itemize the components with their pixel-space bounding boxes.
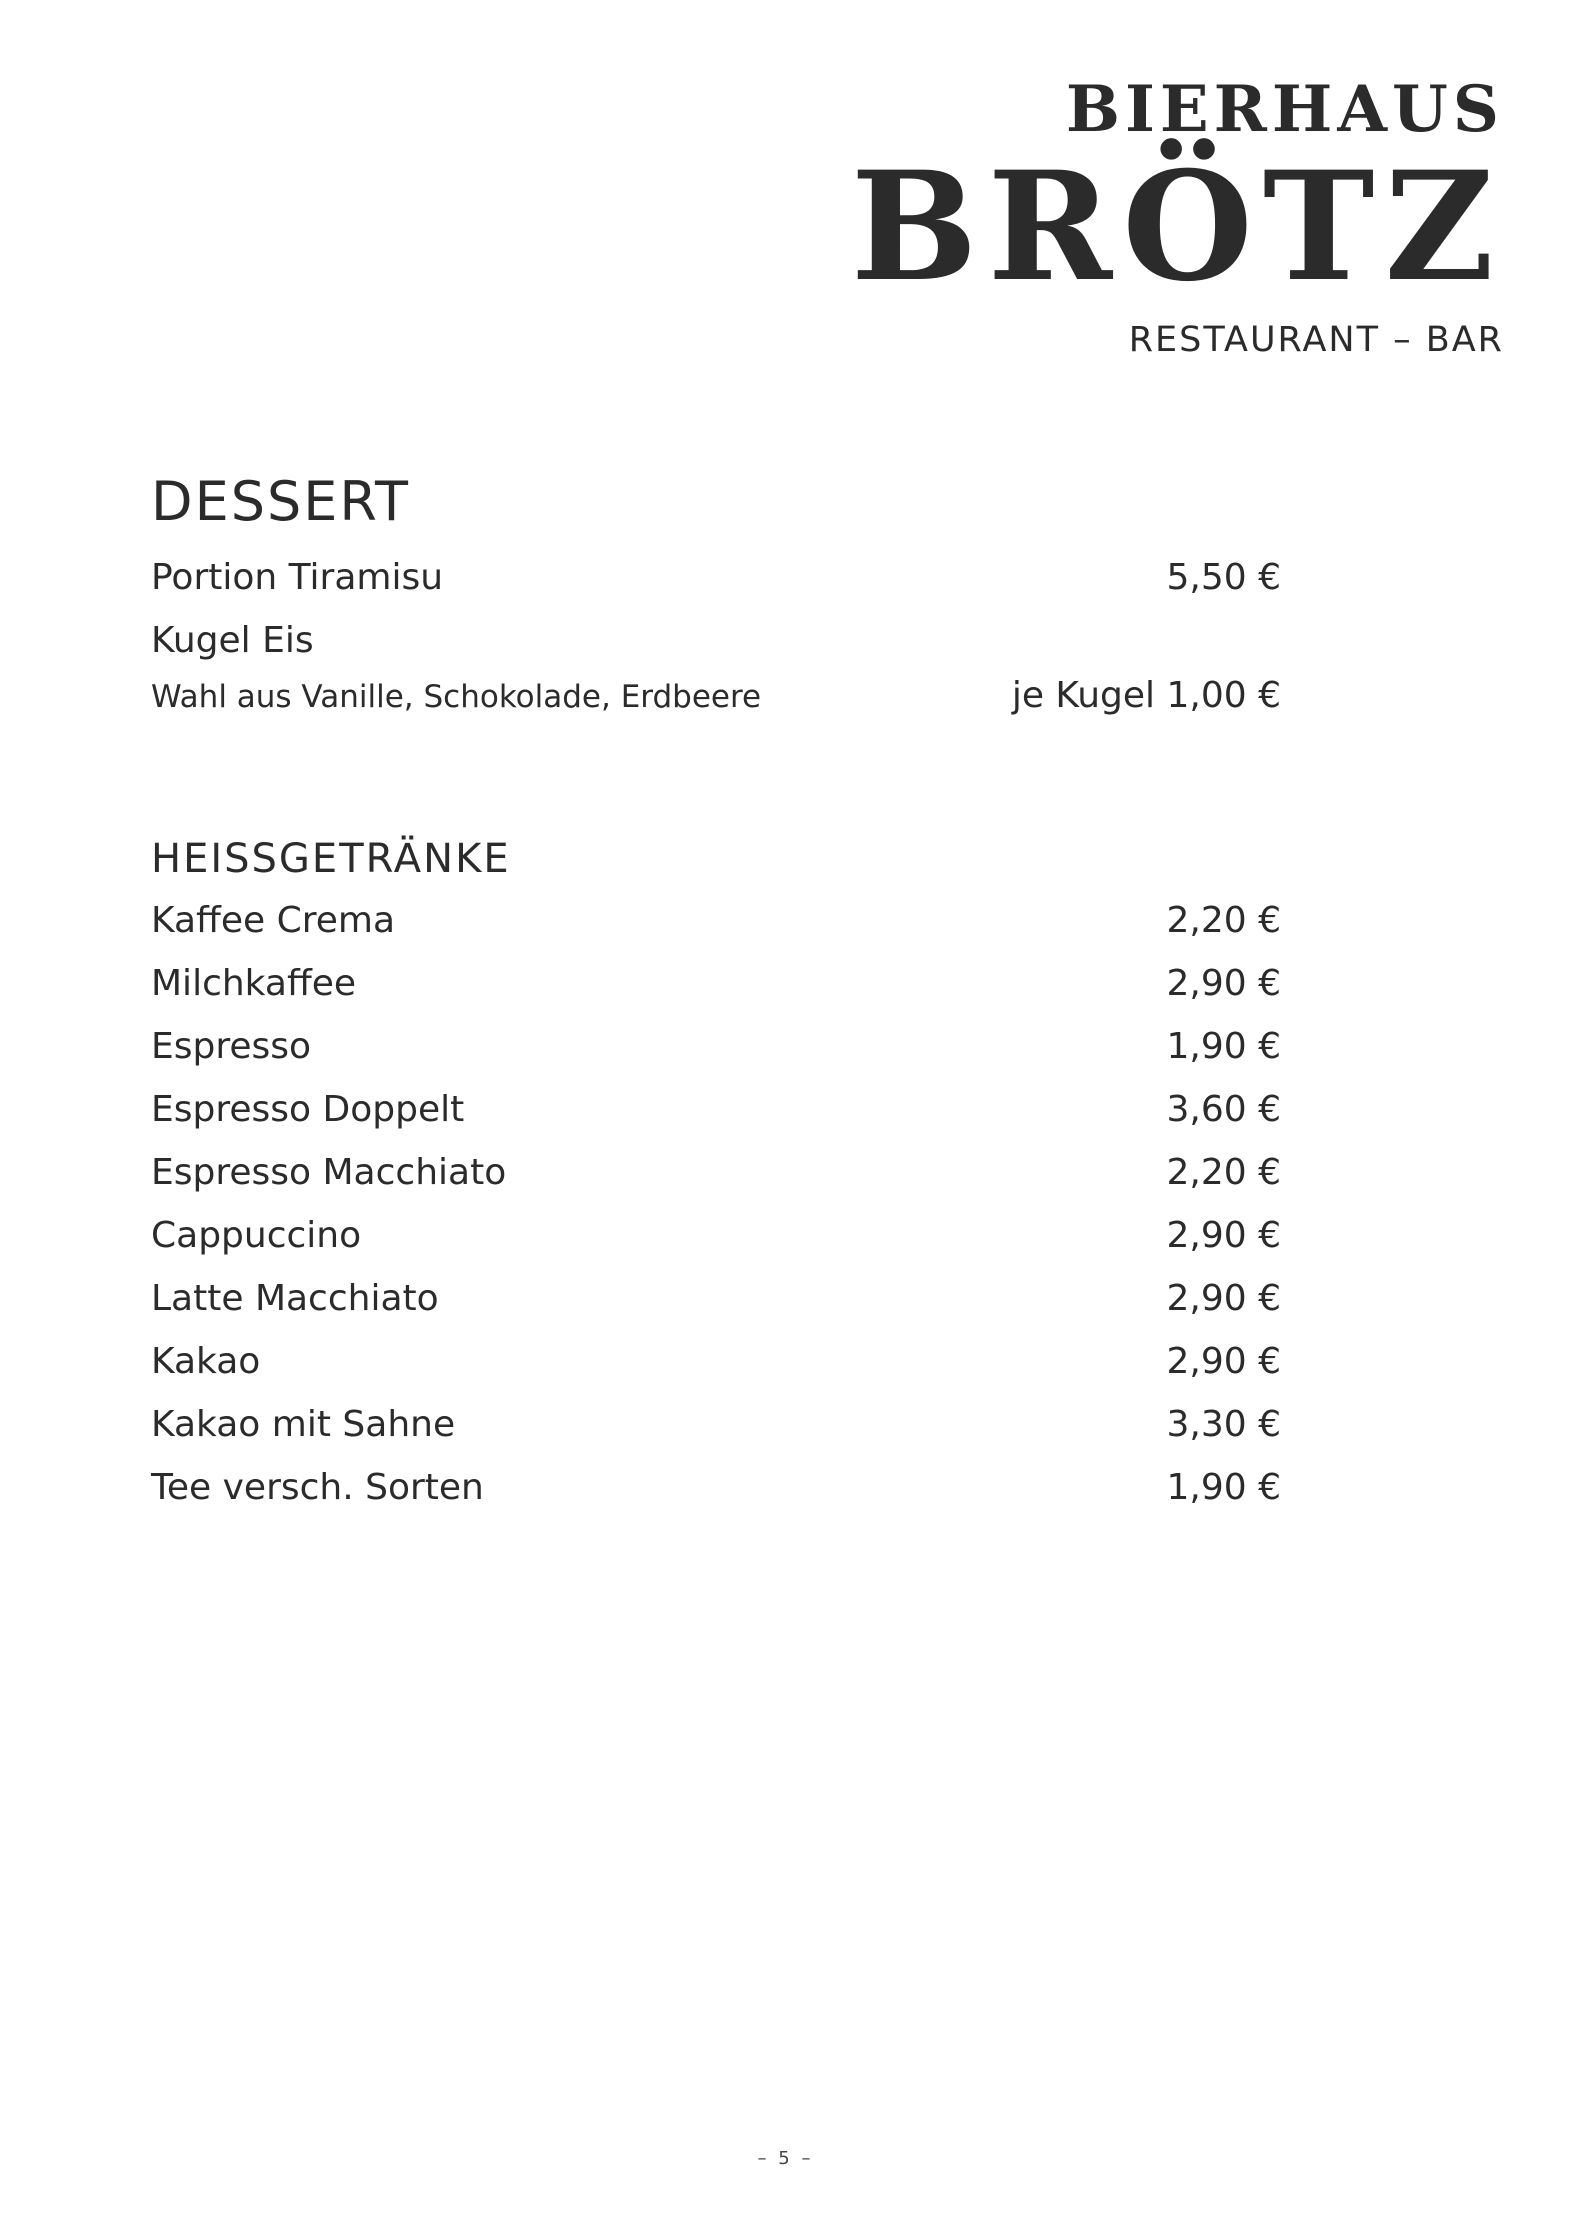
menu-item	[151, 1267, 1281, 1330]
menu-item	[151, 1330, 1281, 1393]
item-price: 2,20 €	[1166, 900, 1281, 941]
item-price: 2,90 €	[1166, 1341, 1281, 1382]
dessert-title: DESSERT	[151, 470, 410, 533]
item-price: 2,90 €	[1166, 1215, 1281, 1256]
item-price: 3,60 €	[1166, 1089, 1281, 1130]
menu-item	[151, 546, 1281, 609]
item-name: Espresso Macchiato	[151, 1152, 507, 1193]
item-price: 1,90 €	[1166, 1026, 1281, 1067]
item-name: Kakao	[151, 1341, 261, 1382]
menu-item	[151, 952, 1281, 1015]
page-number: – 5 –	[757, 2148, 814, 2169]
logo-top-line: BIERHAUS	[1065, 72, 1504, 147]
item-name: Cappuccino	[151, 1215, 362, 1256]
item-name: Portion Tiramisu	[151, 557, 444, 598]
item-name: Latte Macchiato	[151, 1278, 439, 1319]
restaurant-logo	[850, 72, 1504, 360]
item-price: 1,90 €	[1166, 1467, 1281, 1508]
item-price: je Kugel 1,00 €	[1011, 675, 1281, 716]
item-name: Espresso	[151, 1026, 312, 1067]
item-price: 2,90 €	[1166, 963, 1281, 1004]
item-price: 3,30 €	[1166, 1404, 1281, 1445]
item-name: Milchkaffee	[151, 963, 357, 1004]
logo-main-line: BRÖTZ	[850, 139, 1504, 315]
item-name: Kugel Eis	[151, 620, 314, 661]
menu-item	[151, 1204, 1281, 1267]
menu-item	[151, 1015, 1281, 1078]
menu-item	[151, 1393, 1281, 1456]
item-price: 5,50 €	[1166, 557, 1281, 598]
menu-item	[151, 889, 1281, 952]
heissgetraenke-title: HEISSGETRÄNKE	[151, 836, 511, 882]
logo-sub-line: RESTAURANT – BAR	[1128, 320, 1504, 360]
menu-item	[151, 1078, 1281, 1141]
item-name: Espresso Doppelt	[151, 1089, 465, 1130]
menu-item-detail	[151, 672, 1281, 721]
item-name: Kakao mit Sahne	[151, 1404, 456, 1445]
item-price: 2,20 €	[1166, 1152, 1281, 1193]
dessert-section	[151, 470, 1281, 721]
menu-item	[151, 1141, 1281, 1204]
item-price: 2,90 €	[1166, 1278, 1281, 1319]
heissgetraenke-section	[151, 833, 1281, 1519]
item-name: Tee versch. Sorten	[151, 1467, 484, 1508]
menu-item	[151, 609, 1281, 672]
item-note: Wahl aus Vanille, Schokolade, Erdbeere	[151, 679, 762, 715]
item-name: Kaffee Crema	[151, 900, 396, 941]
menu-item	[151, 1456, 1281, 1519]
